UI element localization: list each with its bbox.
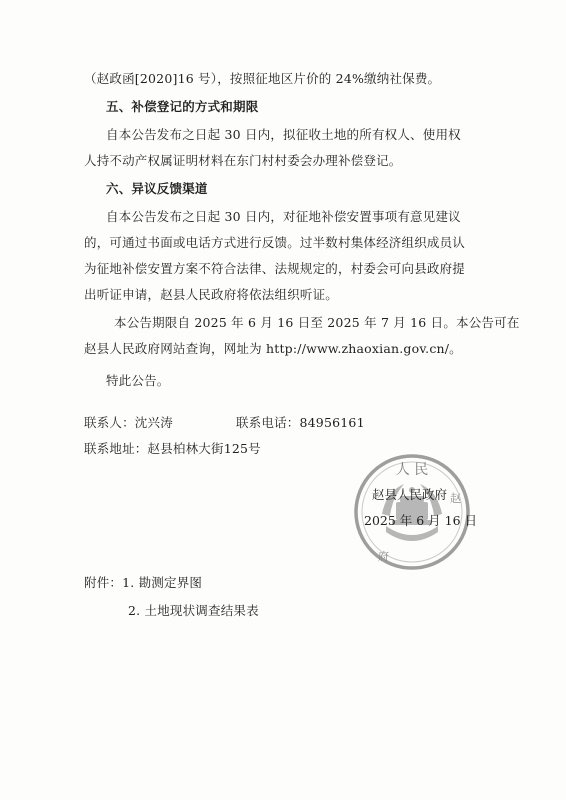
section6-heading: 六、异议反馈渠道: [106, 181, 208, 196]
period-line1: 本公告期限自 2025 年 6 月 16 日至 2025 年 7 月 16 日。本公告可在: [114, 315, 520, 330]
attachment-item-2: 2. 土地现状调查结果表: [128, 603, 259, 618]
period-line2: 赵县人民政府网站查询，网址为 http://www.zhaoxian.gov.cn/。: [84, 341, 462, 356]
seal-lettering: 人 民: [395, 462, 429, 478]
svg-text:赵: 赵: [450, 492, 461, 505]
section5-line1: 自本公告发布之日起 30 日内，拟征收土地的所有权人、使用权: [106, 127, 461, 142]
section6-line2: 的，可通过书面或电话方式进行反馈。过半数村集体经济组织成员认: [84, 235, 466, 250]
signature-org: 赵县人民政府: [372, 487, 448, 502]
contact-person: 联系人：沈兴涛: [84, 415, 173, 430]
section6-line1: 自本公告发布之日起 30 日内，对征地补偿安置事项有意见建议: [106, 209, 461, 224]
closing-text: 特此公告。: [106, 373, 170, 388]
paragraph-continuation: （赵政函[2020]16 号），按照征地区片价的 24%缴纳社保费。: [84, 71, 441, 86]
section6-line3: 为征地补偿安置方案不符合法律、法规规定的，村委会可向县政府提: [84, 261, 466, 276]
section6-line4: 出听证申请，赵县人民政府将依法组织听证。: [84, 287, 339, 302]
signature-date: 2025 年 6 月 16 日: [364, 513, 478, 528]
contact-phone: 联系电话：84956161: [236, 415, 365, 430]
section5-heading: 五、补偿登记的方式和期限: [106, 99, 259, 114]
contact-address: 联系地址：赵县柏林大街125号: [84, 441, 261, 456]
svg-text:府: 府: [378, 550, 389, 563]
attachments-label: 附件：1. 勘测定界图: [84, 575, 203, 590]
section5-line2: 人持不动产权属证明材料在东门村村委会办理补偿登记。: [84, 153, 402, 168]
